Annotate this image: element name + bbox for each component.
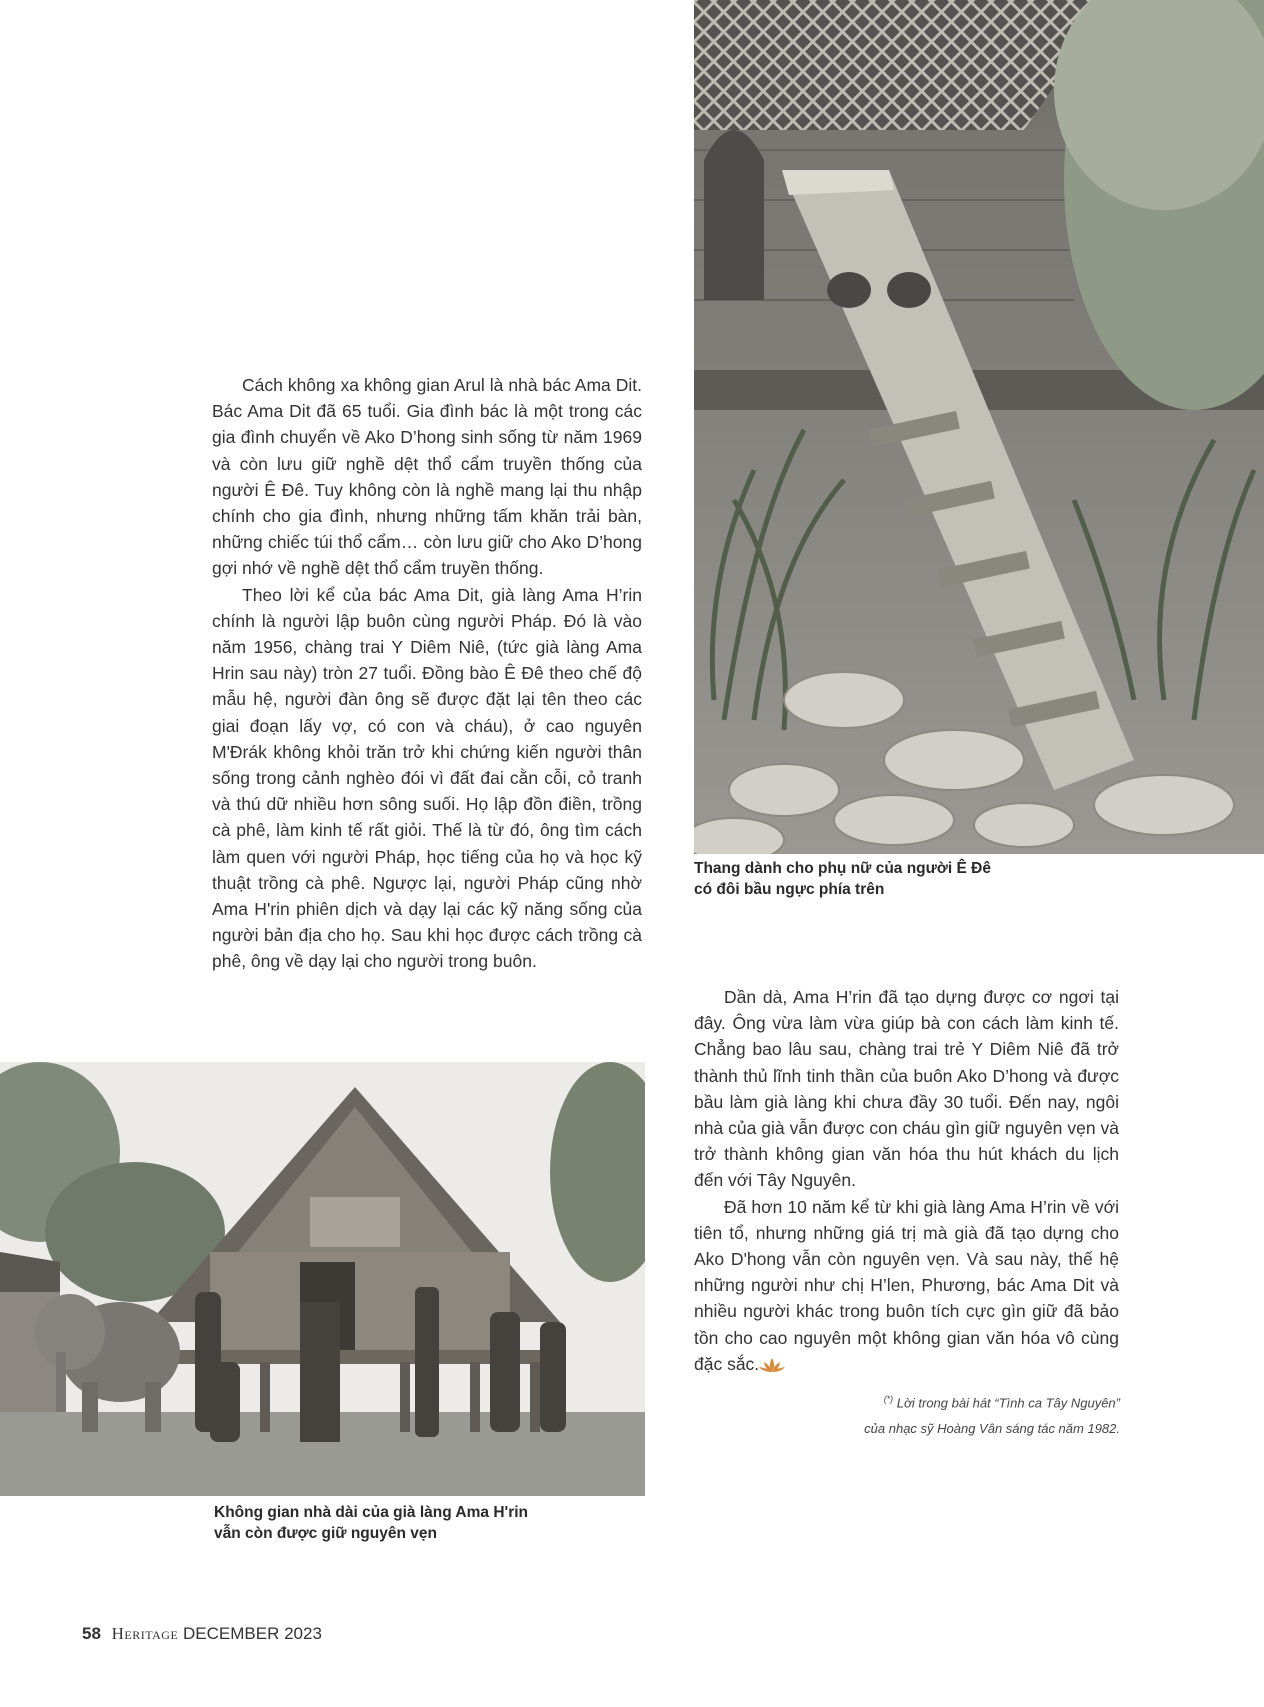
longhouse-photo [0,1062,645,1496]
article-column-left [212,372,642,975]
magazine-name: Heritage [111,1624,179,1643]
paragraph: Theo lời kể của bác Ama Dit, già làng Ama H’rin chính là người lập buôn cùng người Pháp. Đó là vào năm 1956, chàng trai Y Diêm Niê, (tức già làng Ama Hrin sau này) tròn 27 tuổi. Đồng bào Ê Đê theo chế độ mẫu hệ, người đàn ông sẽ được đặt lại tên theo các giai đoạn lấy vợ, có con và cháu), ở cao nguyên M'Đrák không khỏi trăn trở khi chứng kiến người thân sống trong cảnh nghèo đói vì đất đai cằn cỗi, cỏ tranh và thú dữ nhiều hơn sông suối. Họ lập đồn điền, trồng cà phê, làm kinh tế rất giỏi. Thế là từ đó, ông tìm cách làm quen với người Pháp, học tiếng của họ và học kỹ thuật trồng cà phê. Ngược lại, người Pháp cũng nhờ Ama H'rin phiên dịch và dạy lại các kỹ năng sống của người bản địa cho họ. Sau khi học được cách trồng cà phê, ông về dạy lại cho người trong buôn. [212,584,642,972]
article-column-right [694,984,1119,1377]
footnote [700,1386,1120,1442]
caption-line: có đôi bầu ngực phía trên [694,881,885,898]
caption-line: Không gian nhà dài của già làng Ama H'rin [214,1504,529,1521]
lotus-end-mark-icon [759,1357,785,1373]
stairs-photo-caption [694,858,1074,900]
footnote-text: Lời trong bài hát “Tình ca Tây Nguyên” [893,1395,1120,1411]
stairs-photo-illustration [694,0,1264,854]
paragraph-text: Đã hơn 10 năm kể từ khi già làng Ama H’rin về với tiên tổ, nhưng những giá trị mà già đã tạo dựng cho Ako D'hong vẫn còn nguyên vẹn. Và sau này, thế hệ những người như chị H’len, Phương, bác Ama Dit và nhiều người khác trong buôn tích cực gìn giữ đã bảo tồn cho cao nguyên một không gian văn hóa vô cùng đặc sắc. [694,1196,1119,1374]
footnote-marker: (*) [883,1394,894,1404]
page-footer [82,1624,322,1644]
issue-date: DECEMBER 2023 [183,1624,322,1643]
paragraph [694,1194,1119,1377]
page-number: 58 [82,1624,101,1643]
longhouse-photo-caption [214,1502,634,1544]
paragraph: Cách không xa không gian Arul là nhà bác Ama Dit. Bác Ama Dit đã 65 tuổi. Gia đình bác là một trong các gia đình chuyển về Ako D’hong sinh sống từ năm 1969 và còn lưu giữ nghề dệt thổ cẩm truyền thống của người Ê Đê. Tuy không còn là nghề mang lại thu nhập chính cho gia đình, nhưng những tấm khăn trải bàn, những chiếc túi thổ cẩm… còn lưu giữ cho Ako D’hong gợi nhớ về nghề dệt thổ cẩm truyền thống. [212,375,642,579]
caption-line: vẫn còn được giữ nguyên vẹn [214,1525,437,1542]
stairs-photo [694,0,1264,854]
paragraph: Dần dà, Ama H’rin đã tạo dựng được cơ ngơi tại đây. Ông vừa làm vừa giúp bà con cách làm kinh tế. Chẳng bao lâu sau, chàng trai trẻ Y Diêm Niê đã trở thành thủ lĩnh tinh thần của buôn Ako D’hong và được bầu làm già làng khi chưa đầy 30 tuổi. Đến nay, ngôi nhà của già vẫn được con cháu gìn giữ nguyên vẹn và trở thành không gian văn hóa thu hút khách du lịch đến với Tây Nguyên. [694,987,1119,1191]
longhouse-photo-illustration [0,1062,645,1496]
footnote-line [700,1386,1120,1416]
footnote-line: của nhạc sỹ Hoàng Vân sáng tác năm 1982. [864,1421,1120,1437]
caption-line: Thang dành cho phụ nữ của người Ê Đê [694,860,991,877]
